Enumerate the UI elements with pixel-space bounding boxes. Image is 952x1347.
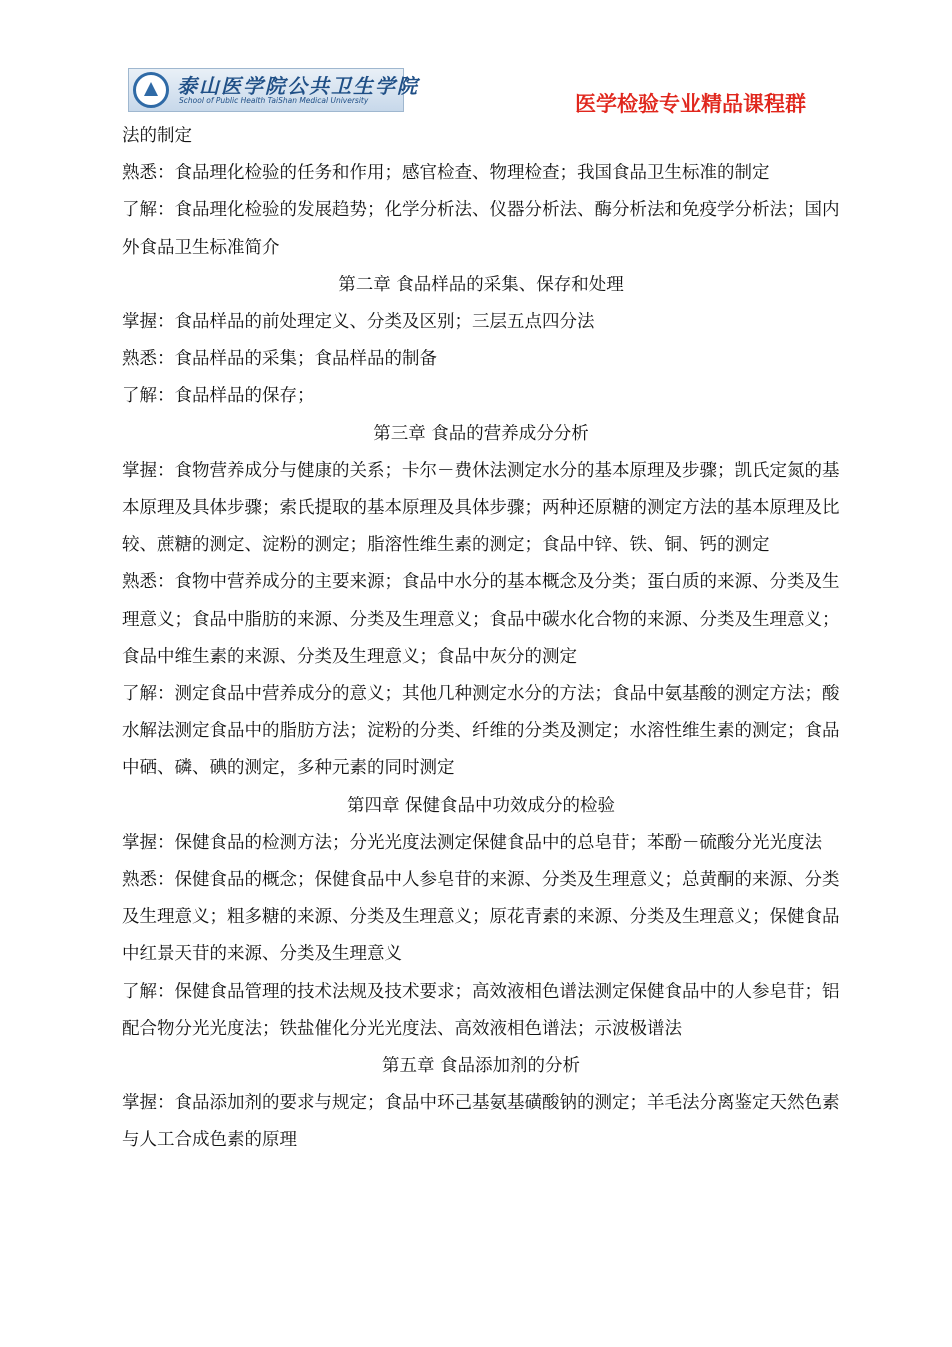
chapter-heading: 第三章 食品的营养成分分析 [373,423,589,444]
paragraph: 掌握：食品添加剂的要求与规定；食品中环己基氨基磺酸钠的测定；羊毛法分离鉴定天然色素与人工合成色素的原理 [122,1093,840,1151]
logo-english-name: School of Public Health TaiShan Medical University [179,96,369,105]
school-emblem-icon [133,72,169,108]
paragraph: 熟悉：食品理化检验的任务和作用；感官检查、物理检查；我国食品卫生标准的制定 [122,163,770,184]
paragraph: 了解：食品样品的保存； [122,386,315,407]
chapter-heading: 第五章 食品添加剂的分析 [381,1056,581,1077]
paragraph: 了解：测定食品中营养成分的意义；其他几种测定水分的方法；食品中氨基酸的测定方法；酸水解法测定食品中的脂肪方法；淀粉的分类、纤维的分类及测定；水溶性维生素的测定；食品中硒、磷、碘的测定，多种元素的同时测定 [122,684,840,779]
paragraph: 掌握：食物营养成分与健康的关系；卡尔－费休法测定水分的基本原理及步骤；凯氏定氮的基本原理及具体步骤；索氏提取的基本原理及具体步骤；两种还原糖的测定方法的基本原理及比较、蔗糖的测定、淀粉的测定；脂溶性维生素的测定；食品中锌、铁、铜、钙的测定 [122,460,840,556]
paragraph: 熟悉：保健食品的概念；保健食品中人参皂苷的来源、分类及生理意义；总黄酮的来源、分类及生理意义；粗多糖的来源、分类及生理意义；原花青素的来源、分类及生理意义；保健食品中红景天苷的来源、分类及生理意义 [122,870,840,965]
paragraph: 熟悉：食品样品的采集；食品样品的制备 [122,349,437,370]
paragraph: 熟悉：食物中营养成分的主要来源；食品中水分的基本概念及分类；蛋白质的来源、分类及生理意义；食品中脂肪的来源、分类及生理意义；食品中碳水化合物的来源、分类及生理意义；食品中维生素的来源、分类及生理意义；食品中灰分的测定 [122,572,840,667]
document-body [122,118,840,1160]
chapter-heading: 第四章 保健食品中功效成分的检验 [346,795,616,816]
paragraph: 了解：保健食品管理的技术法规及技术要求；高效液相色谱法测定保健食品中的人参皂苷；铝配合物分光光度法；铁盐催化分光光度法、高效液相色谱法；示波极谱法 [122,981,840,1039]
school-logo [128,68,419,112]
chapter-heading: 第二章 食品样品的采集、保存和处理 [338,274,624,295]
paragraph: 了解：食品理化检验的发展趋势；化学分析法、仪器分析法、酶分析法和免疫学分析法；国内外食品卫生标准简介 [122,200,840,258]
course-group-title: 医学检验专业精品课程群 [575,92,806,116]
page-header [0,0,952,120]
paragraph: 掌握：保健食品的检测方法；分光光度法测定保健食品中的总皂苷；苯酚－硫酸分光光度法 [122,832,822,853]
logo-chinese-name: 泰山医学院公共卫生学院 [177,74,419,98]
paragraph: 掌握：食品样品的前处理定义、分类及区别；三层五点四分法 [122,312,595,333]
paragraph: 法的制定 [122,126,192,146]
